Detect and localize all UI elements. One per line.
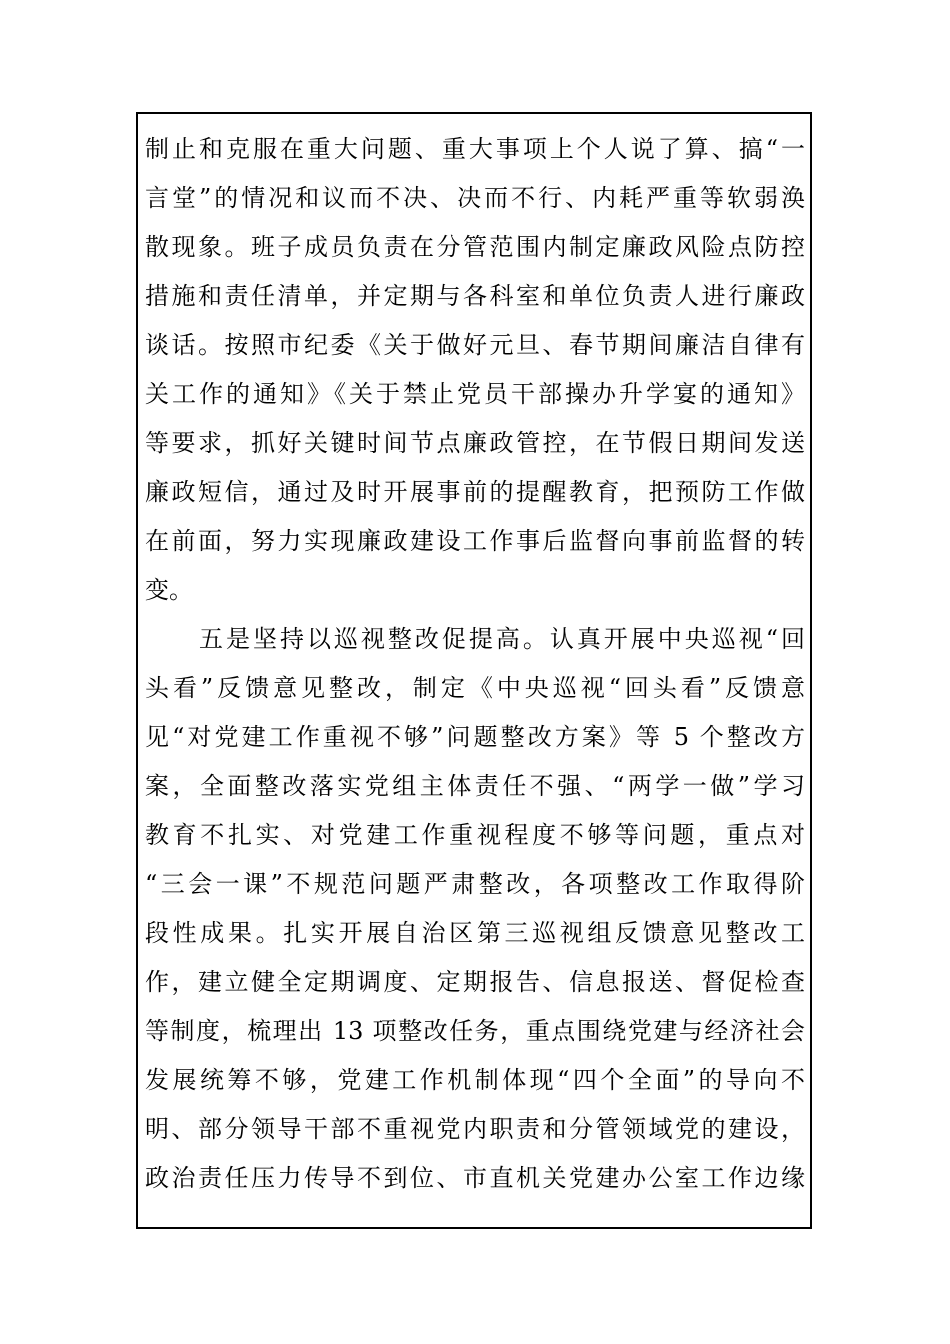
- text-line: 明、部分领导干部不重视党内职责和分管领域党的建设，: [145, 1115, 805, 1143]
- text-line: 教育不扎实、对党建工作重视程度不够等问题，重点对: [145, 821, 805, 849]
- text-line: 谈话。按照市纪委《关于做好元旦、春节期间廉洁自律有: [145, 331, 805, 359]
- text-line: 政治责任压力传导不到位、市直机关党建办公室工作边缘: [145, 1164, 805, 1192]
- text-line: “三会一课”不规范问题严肃整改，各项整改工作取得阶: [145, 870, 805, 898]
- text-line: 言堂”的情况和议而不决、决而不行、内耗严重等软弱涣: [145, 184, 805, 212]
- text-line: 制止和克服在重大问题、重大事项上个人说了算、搞“一: [145, 135, 805, 163]
- text-line: 廉政短信，通过及时开展事前的提醒教育，把预防工作做: [145, 478, 805, 506]
- text-line: 案，全面整改落实党组主体责任不强、“两学一做”学习: [145, 772, 805, 800]
- paragraph-first-line: 五是坚持以巡视整改促提高。认真开展中央巡视“回: [199, 625, 805, 653]
- text-line: 作，建立健全定期调度、定期报告、信息报送、督促检查: [145, 968, 805, 996]
- text-line: 等要求，抓好关键时间节点廉政管控，在节假日期间发送: [145, 429, 805, 457]
- text-line: 见“对党建工作重视不够”问题整改方案》等 5 个整改方: [145, 723, 805, 751]
- text-line: 等制度，梳理出 13 项整改任务，重点围绕党建与经济社会: [145, 1017, 805, 1045]
- text-line: 头看”反馈意见整改，制定《中央巡视“回头看”反馈意: [145, 674, 805, 702]
- text-line: 段性成果。扎实开展自治区第三巡视组反馈意见整改工: [145, 919, 805, 947]
- text-line: 在前面，努力实现廉政建设工作事后监督向事前监督的转: [145, 527, 805, 555]
- text-line: 散现象。班子成员负责在分管范围内制定廉政风险点防控: [145, 233, 805, 261]
- text-line: 发展统筹不够，党建工作机制体现“四个全面”的导向不: [145, 1066, 805, 1094]
- text-line: 措施和责任清单，并定期与各科室和单位负责人进行廉政: [145, 282, 805, 310]
- text-line: 变。: [145, 576, 193, 604]
- text-line: 关工作的通知》《关于禁止党员干部操办升学宴的通知》: [145, 380, 805, 408]
